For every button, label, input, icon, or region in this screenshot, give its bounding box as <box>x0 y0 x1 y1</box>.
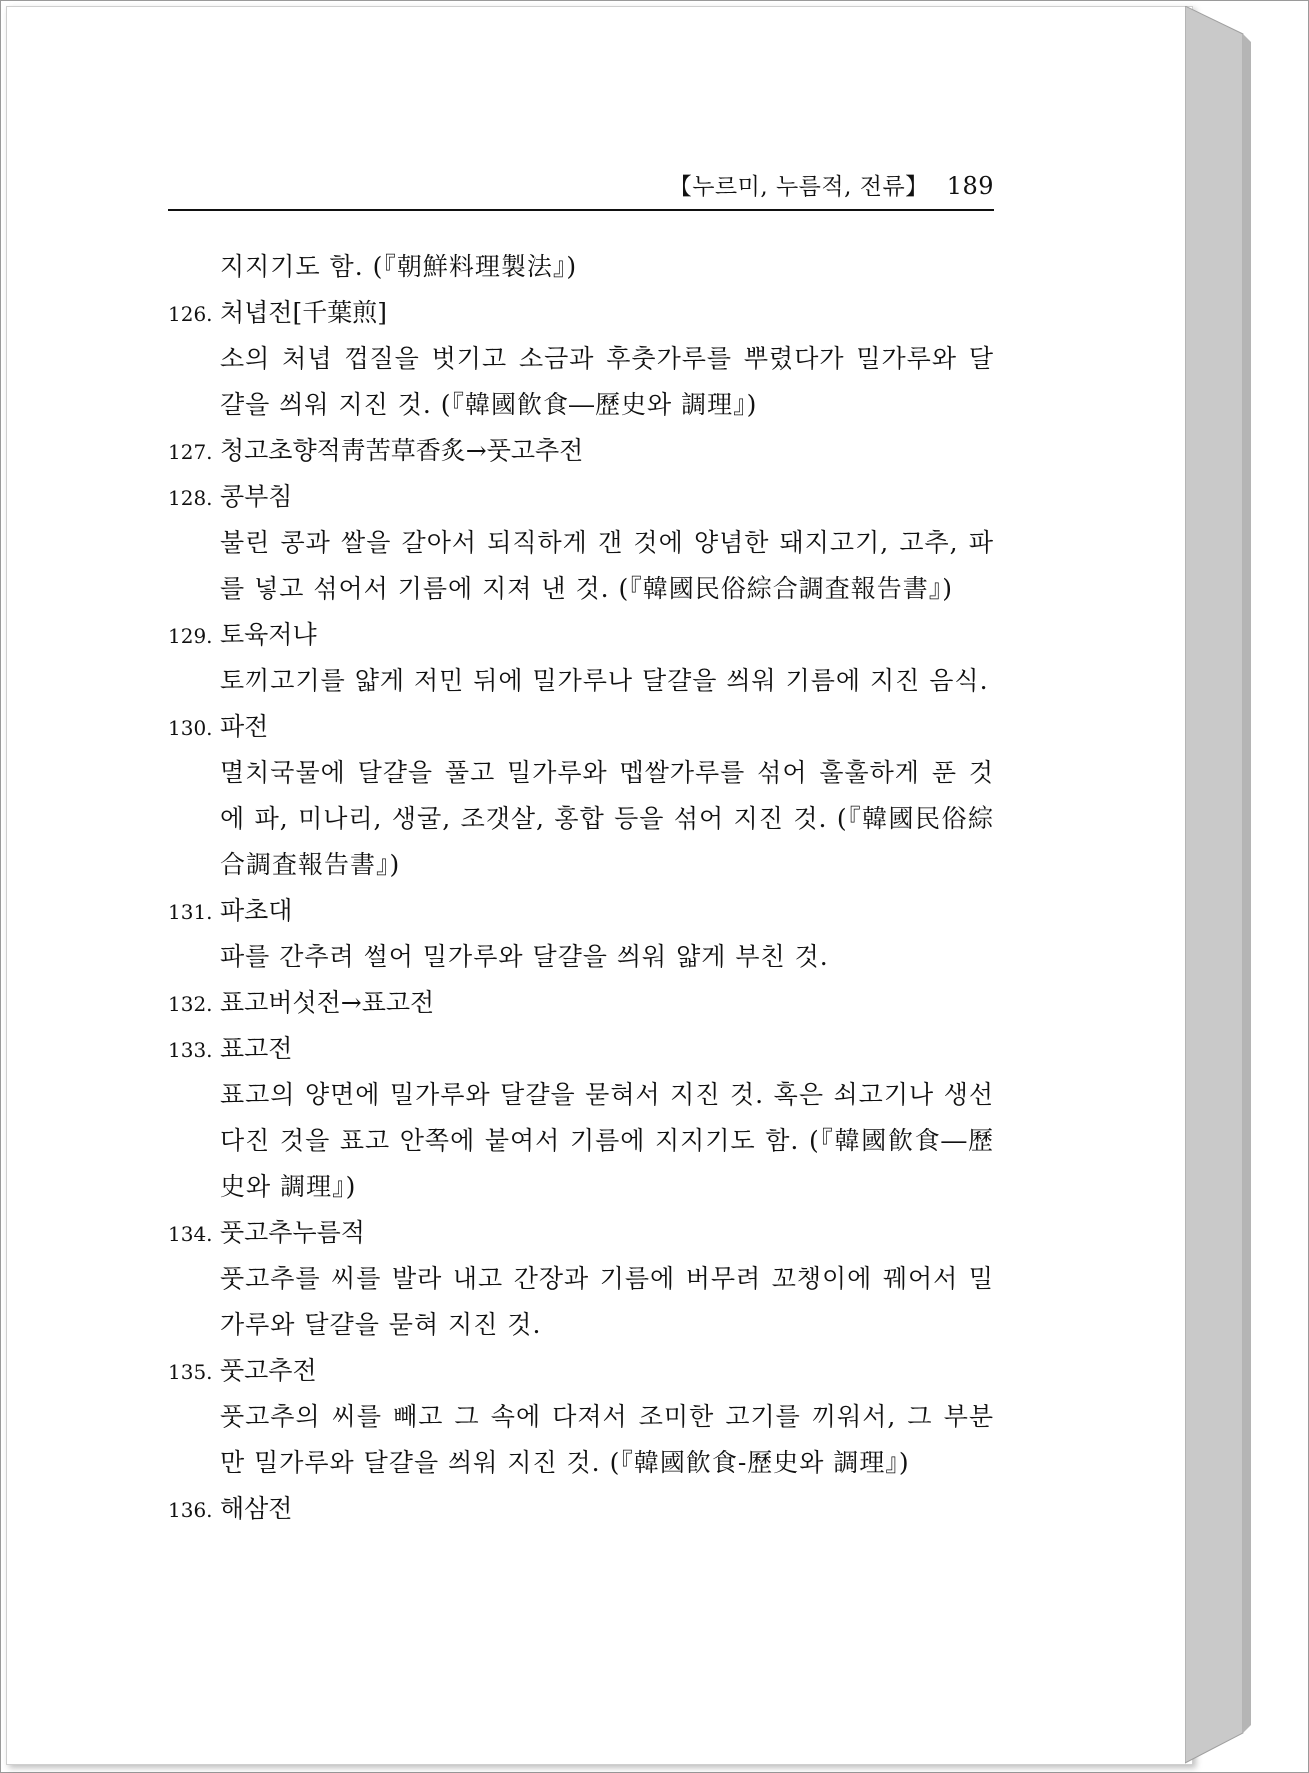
book-side-face <box>1185 6 1243 1763</box>
entry-term: 처녑전[千葉煎] <box>220 298 387 327</box>
entry-term: 토육저냐 <box>220 620 317 649</box>
entry-heading <box>168 1348 994 1394</box>
dictionary-entry <box>168 704 994 888</box>
entry-term: 청고초향적靑苦草香炙→풋고추전 <box>220 436 584 465</box>
entry-heading <box>168 428 994 474</box>
entry-term: 파전 <box>220 712 269 741</box>
entry-number: 128. <box>168 486 213 510</box>
entry-heading <box>168 1210 994 1256</box>
dictionary-entry <box>168 290 994 428</box>
entry-number: 136. <box>168 1498 213 1522</box>
header-rule <box>168 209 994 211</box>
entry-definition: 표고의 양면에 밀가루와 달걀을 묻혀서 지진 것. 혹은 쇠고기나 생선 다진 것을 표고 안쪽에 붙여서 기름에 지지기도 함. (『韓國飮食―歷史와 調理』) <box>220 1080 994 1201</box>
entry-term: 표고버섯전→표고전 <box>220 988 435 1017</box>
entry-list <box>168 290 994 1532</box>
continuation-text: 지지기도 함. (『朝鮮料理製法』) <box>220 252 578 281</box>
running-head-title: 【누르미, 누름적, 전류】 <box>668 174 929 200</box>
entry-number: 127. <box>168 440 213 464</box>
page-number: 189 <box>946 172 994 200</box>
entry-number: 126. <box>168 302 213 326</box>
dictionary-entry <box>168 888 994 980</box>
book-side-edge <box>1185 6 1305 1768</box>
dictionary-entry <box>168 1348 994 1486</box>
entry-definition: 풋고추를 씨를 발라 내고 간장과 기름에 버무려 꼬챙이에 꿰어서 밀가루와 달걀을 묻혀 지진 것. <box>220 1264 994 1339</box>
entry-heading <box>168 612 994 658</box>
entry-heading <box>168 474 994 520</box>
entry-heading <box>168 888 994 934</box>
entry-definition: 풋고추의 씨를 빼고 그 속에 다져서 조미한 고기를 끼워서, 그 부분만 밀가루와 달걀을 씌워 지진 것. (『韓國飮食-歷史와 調理』) <box>220 1402 994 1477</box>
entry-number: 130. <box>168 716 213 740</box>
entry-number: 132. <box>168 992 213 1016</box>
dictionary-entry <box>168 612 994 704</box>
entry-term: 파초대 <box>220 896 293 925</box>
entry-number: 135. <box>168 1360 213 1384</box>
entry-number: 133. <box>168 1038 213 1062</box>
entry-definition: 파를 간추려 썰어 밀가루와 달걀을 씌워 얇게 부친 것. <box>220 942 829 971</box>
book-side-shade <box>1243 34 1251 1733</box>
entry-number: 131. <box>168 900 213 924</box>
dictionary-entry <box>168 980 994 1026</box>
entry-term: 풋고추누름적 <box>220 1218 365 1247</box>
entry-heading <box>168 290 994 336</box>
dictionary-content <box>168 244 994 1532</box>
entry-heading <box>168 980 994 1026</box>
entry-term: 풋고추전 <box>220 1356 317 1385</box>
dictionary-entry <box>168 428 994 474</box>
entry-number: 134. <box>168 1222 213 1246</box>
entry-definition: 불린 콩과 쌀을 갈아서 되직하게 갠 것에 양념한 돼지고기, 고추, 파를 넣고 섞어서 기름에 지져 낸 것. (『韓國民俗綜合調査報告書』) <box>220 528 994 603</box>
entry-definition: 토끼고기를 얇게 저민 뒤에 밀가루나 달걀을 씌워 기름에 지진 음식. <box>220 666 989 695</box>
entry-number: 129. <box>168 624 213 648</box>
entry-definition: 소의 처녑 껍질을 벗기고 소금과 후춧가루를 뿌렸다가 밀가루와 달걀을 씌워 지진 것. (『韓國飮食―歷史와 調理』) <box>220 344 994 419</box>
entry-term: 표고전 <box>220 1034 293 1063</box>
dictionary-entry <box>168 474 994 612</box>
entry-term: 해삼전 <box>220 1494 293 1523</box>
entry-heading <box>168 704 994 750</box>
dictionary-entry <box>168 1210 994 1348</box>
running-head <box>620 168 994 208</box>
entry-heading <box>168 1026 994 1072</box>
dictionary-entry <box>168 1026 994 1210</box>
entry-definition: 멸치국물에 달걀을 풀고 밀가루와 멥쌀가루를 섞어 훌훌하게 푼 것에 파, 미나리, 생굴, 조갯살, 홍합 등을 섞어 지진 것. (『韓國民俗綜合調査報告書』) <box>220 758 994 879</box>
dictionary-entry <box>168 1486 994 1532</box>
entry-term: 콩부침 <box>220 482 293 511</box>
entry-heading <box>168 1486 994 1532</box>
